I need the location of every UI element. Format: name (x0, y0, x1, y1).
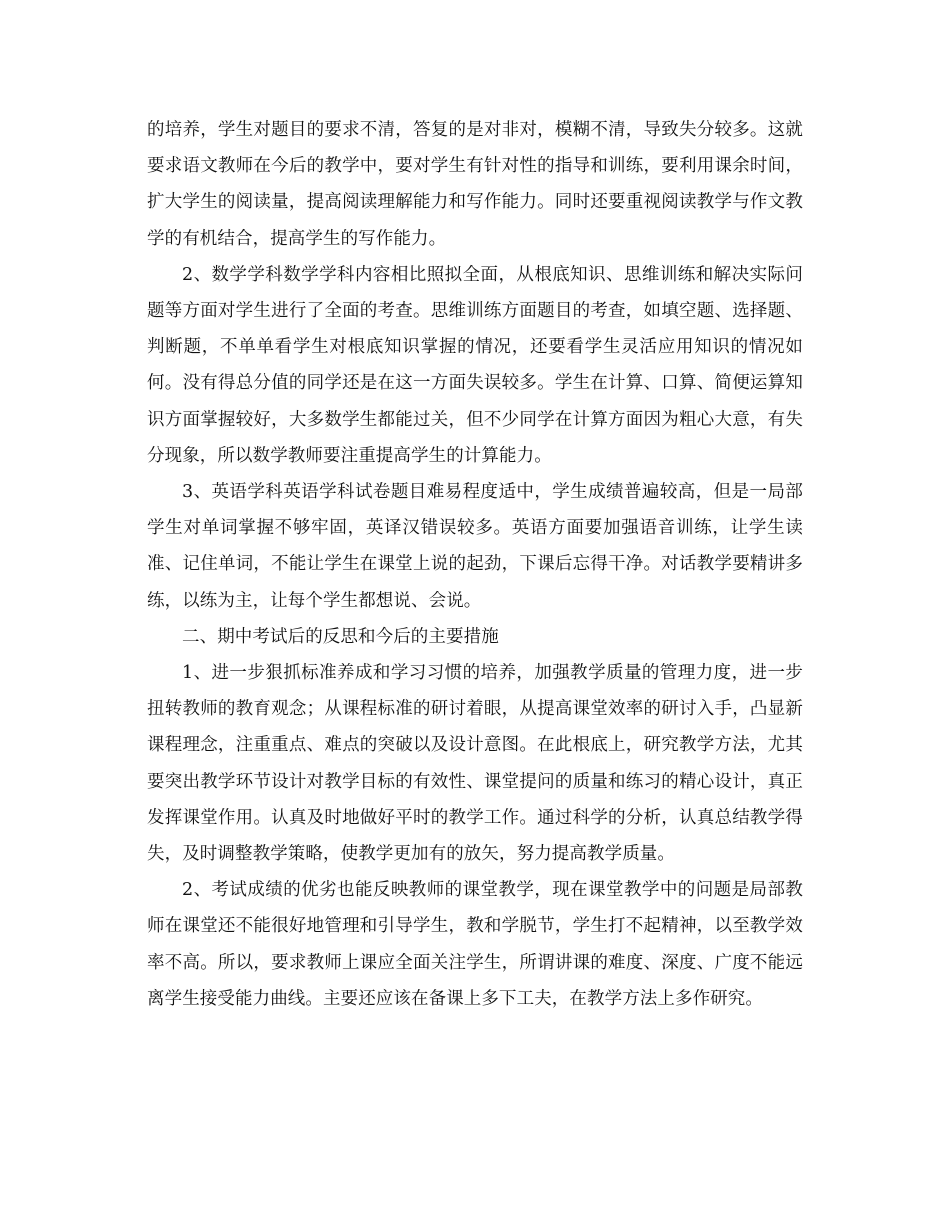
paragraph-math-subject: 2、数学学科数学学科内容相比照拟全面，从根底知识、思维训练和解决实际问题等方面对学生进行了全面的考查。思维训练方面题目的考查，如填空题、选择题、判断题，不单单看学生对根底知识掌握的情况，还要看学生灵活应用知识的情况如何。没有得总分值的同学还是在这一方面失误较多。学生在计算、口算、简便运算知识方面掌握较好，大多数学生都能过关，但不少同学在计算方面因为粗心大意，有失分现象，所以数学教师要注重提高学生的计算能力。 (147, 264, 803, 466)
document-body (147, 112, 803, 1017)
paragraph-continuation: 的培养，学生对题目的要求不清，答复的是对非对，模糊不清，导致失分较多。这就要求语文教师在今后的教学中，要对学生有针对性的指导和训练，要利用课余时间，扩大学生的阅读量，提高阅读理解能力和写作能力。同时还要重视阅读教学与作文教学的有机结合，提高学生的写作能力。 (147, 120, 803, 249)
paragraph-measure-1: 1、进一步狠抓标准养成和学习习惯的培养，加强教学质量的管理力度，进一步扭转教师的教育观念；从课程标准的研讨着眼，从提高课堂效率的研讨入手，凸显新课程理念，注重重点、难点的突破以及设计意图。在此根底上，研究教学方法，尤其要突出教学环节设计对教学目标的有效性、课堂提问的质量和练习的精心设计，真正发挥课堂作用。认真及时地做好平时的教学工作。通过科学的分析，认真总结教学得失，及时调整教学策略，使教学更加有的放矢，努力提高教学质量。 (147, 663, 803, 865)
paragraph-english-subject: 3、英语学科英语学科试卷题目难易程度适中，学生成绩普遍较高，但是一局部学生对单词掌握不够牢固，英译汉错误较多。英语方面要加强语音训练，让学生读准、记住单词，不能让学生在课堂上说的起劲，下课后忘得干净。对话教学要精讲多练，以练为主，让每个学生都想说、会说。 (147, 482, 803, 611)
paragraph-measure-2: 2、考试成绩的优劣也能反映教师的课堂教学，现在课堂教学中的问题是局部教师在课堂还不能很好地管理和引导学生，教和学脱节，学生打不起精神，以至教学效率不高。所以，要求教师上课应全面关注学生，所谓讲课的难度、深度、广度不能远离学生接受能力曲线。主要还应该在备课上多下工夫，在教学方法上多作研究。 (147, 880, 803, 1009)
section-heading-reflection: 二、期中考试后的反思和今后的主要措施 (182, 626, 499, 647)
